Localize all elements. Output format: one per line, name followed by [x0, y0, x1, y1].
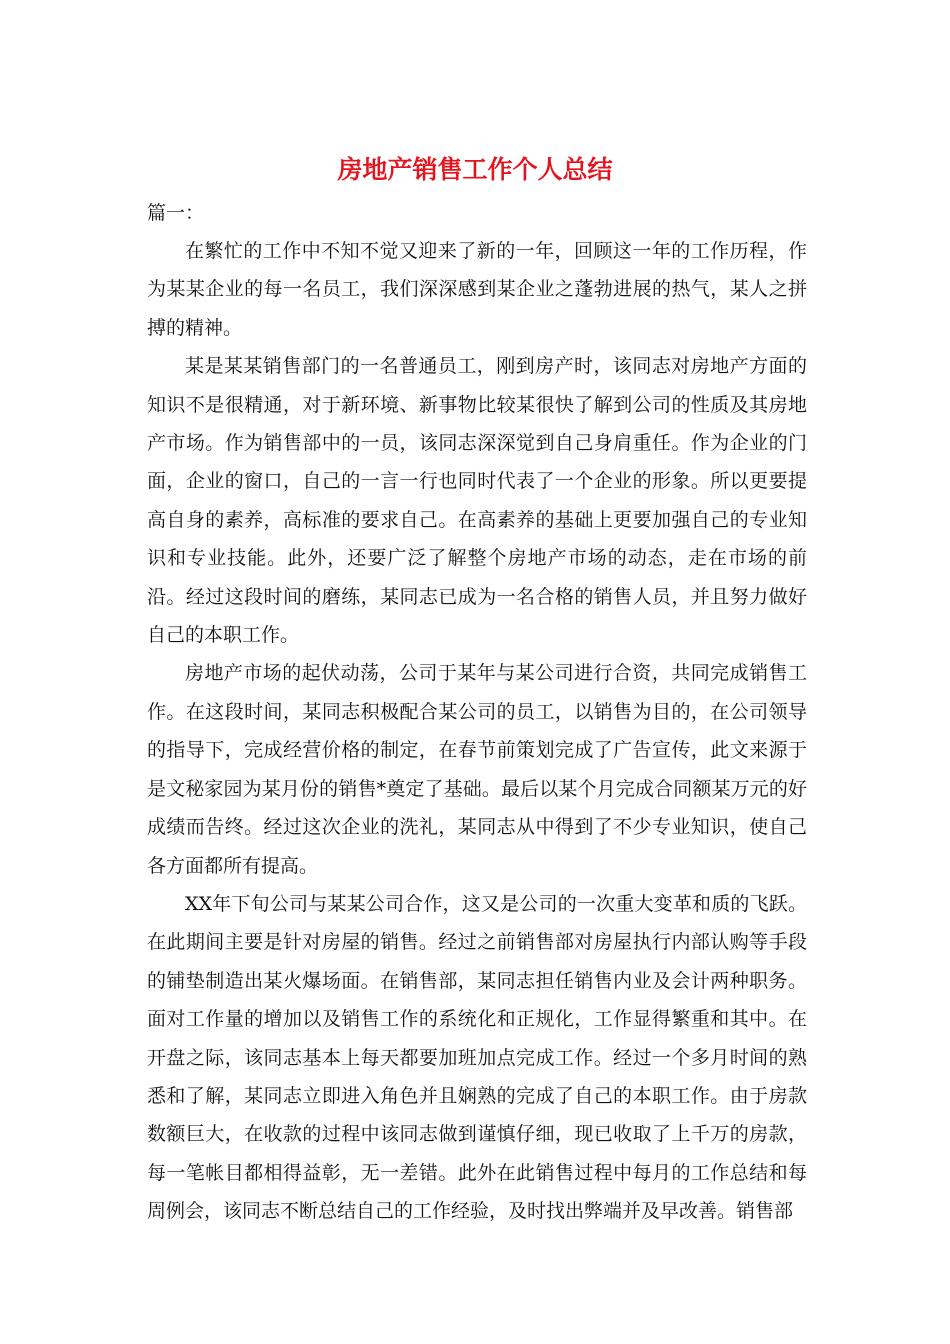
paragraph: 在繁忙的工作中不知不觉又迎来了新的一年，回顾这一年的工作历程，作为某某企业的每一名员工，我们深深感到某企业之蓬勃进展的热气，某人之拼搏的精神。: [147, 240, 807, 339]
paragraph: XX年下旬公司与某某公司合作，这又是公司的一次重大变革和质的飞跃。在此期间主要是针对房屋的销售。经过之前销售部对房屋执行内部认购等手段的铺垫制造出某火爆场面。在销售部，某同志担任销售内业及会计两种职务。面对工作量的增加以及销售工作的系统化和正规化，工作显得繁重和其中。在开盘之际，该同志基本上每天都要加班加点完成工作。经过一个多月时间的熟悉和了解，某同志立即进入角色并且娴熟的完成了自己的本职工作。由于房款数额巨大，在收款的过程中该同志做到谨慎仔细，现已收取了上千万的房款，每一笔帐目都相得益彰，无一差错。此外在此销售过程中每月的工作总结和每周例会，该同志不断总结自己的工作经验，及时找出弊端并及早改善。销售部: [147, 892, 807, 1223]
paragraph: 某是某某销售部门的一名普通员工，刚到房产时，该同志对房地产方面的知识不是很精通，对于新环境、新事物比较某很快了解到公司的性质及其房地产市场。作为销售部中的一员，该同志深深觉到自己身肩重任。作为企业的门面，企业的窗口，自己的一言一行也同时代表了一个企业的形象。所以更要提高自身的素养，高标准的要求自己。在高素养的基础上更要加强自己的专业知识和专业技能。此外，还要广泛了解整个房地产市场的动态，走在市场的前沿。经过这段时间的磨练，某同志已成为一名合格的销售人员，并且努力做好自己的本职工作。: [147, 355, 807, 647]
document-title: 房地产销售工作个人总结: [337, 155, 613, 184]
paragraph: 房地产市场的起伏动荡，公司于某年与某公司进行合资，共同完成销售工作。在这段时间，某同志积极配合某公司的员工，以销售为目的，在公司领导的指导下，完成经营价格的制定，在春节前策划完成了广告宣传，此文来源于是文秘家园为某月份的销售*奠定了基础。最后以某个月完成合同额某万元的好成绩而告终。经过这次企业的洗礼，某同志从中得到了不少专业知识，使自己各方面都所有提高。: [147, 662, 807, 877]
document-body: [147, 232, 807, 1231]
section-label: 篇一：: [147, 202, 205, 224]
